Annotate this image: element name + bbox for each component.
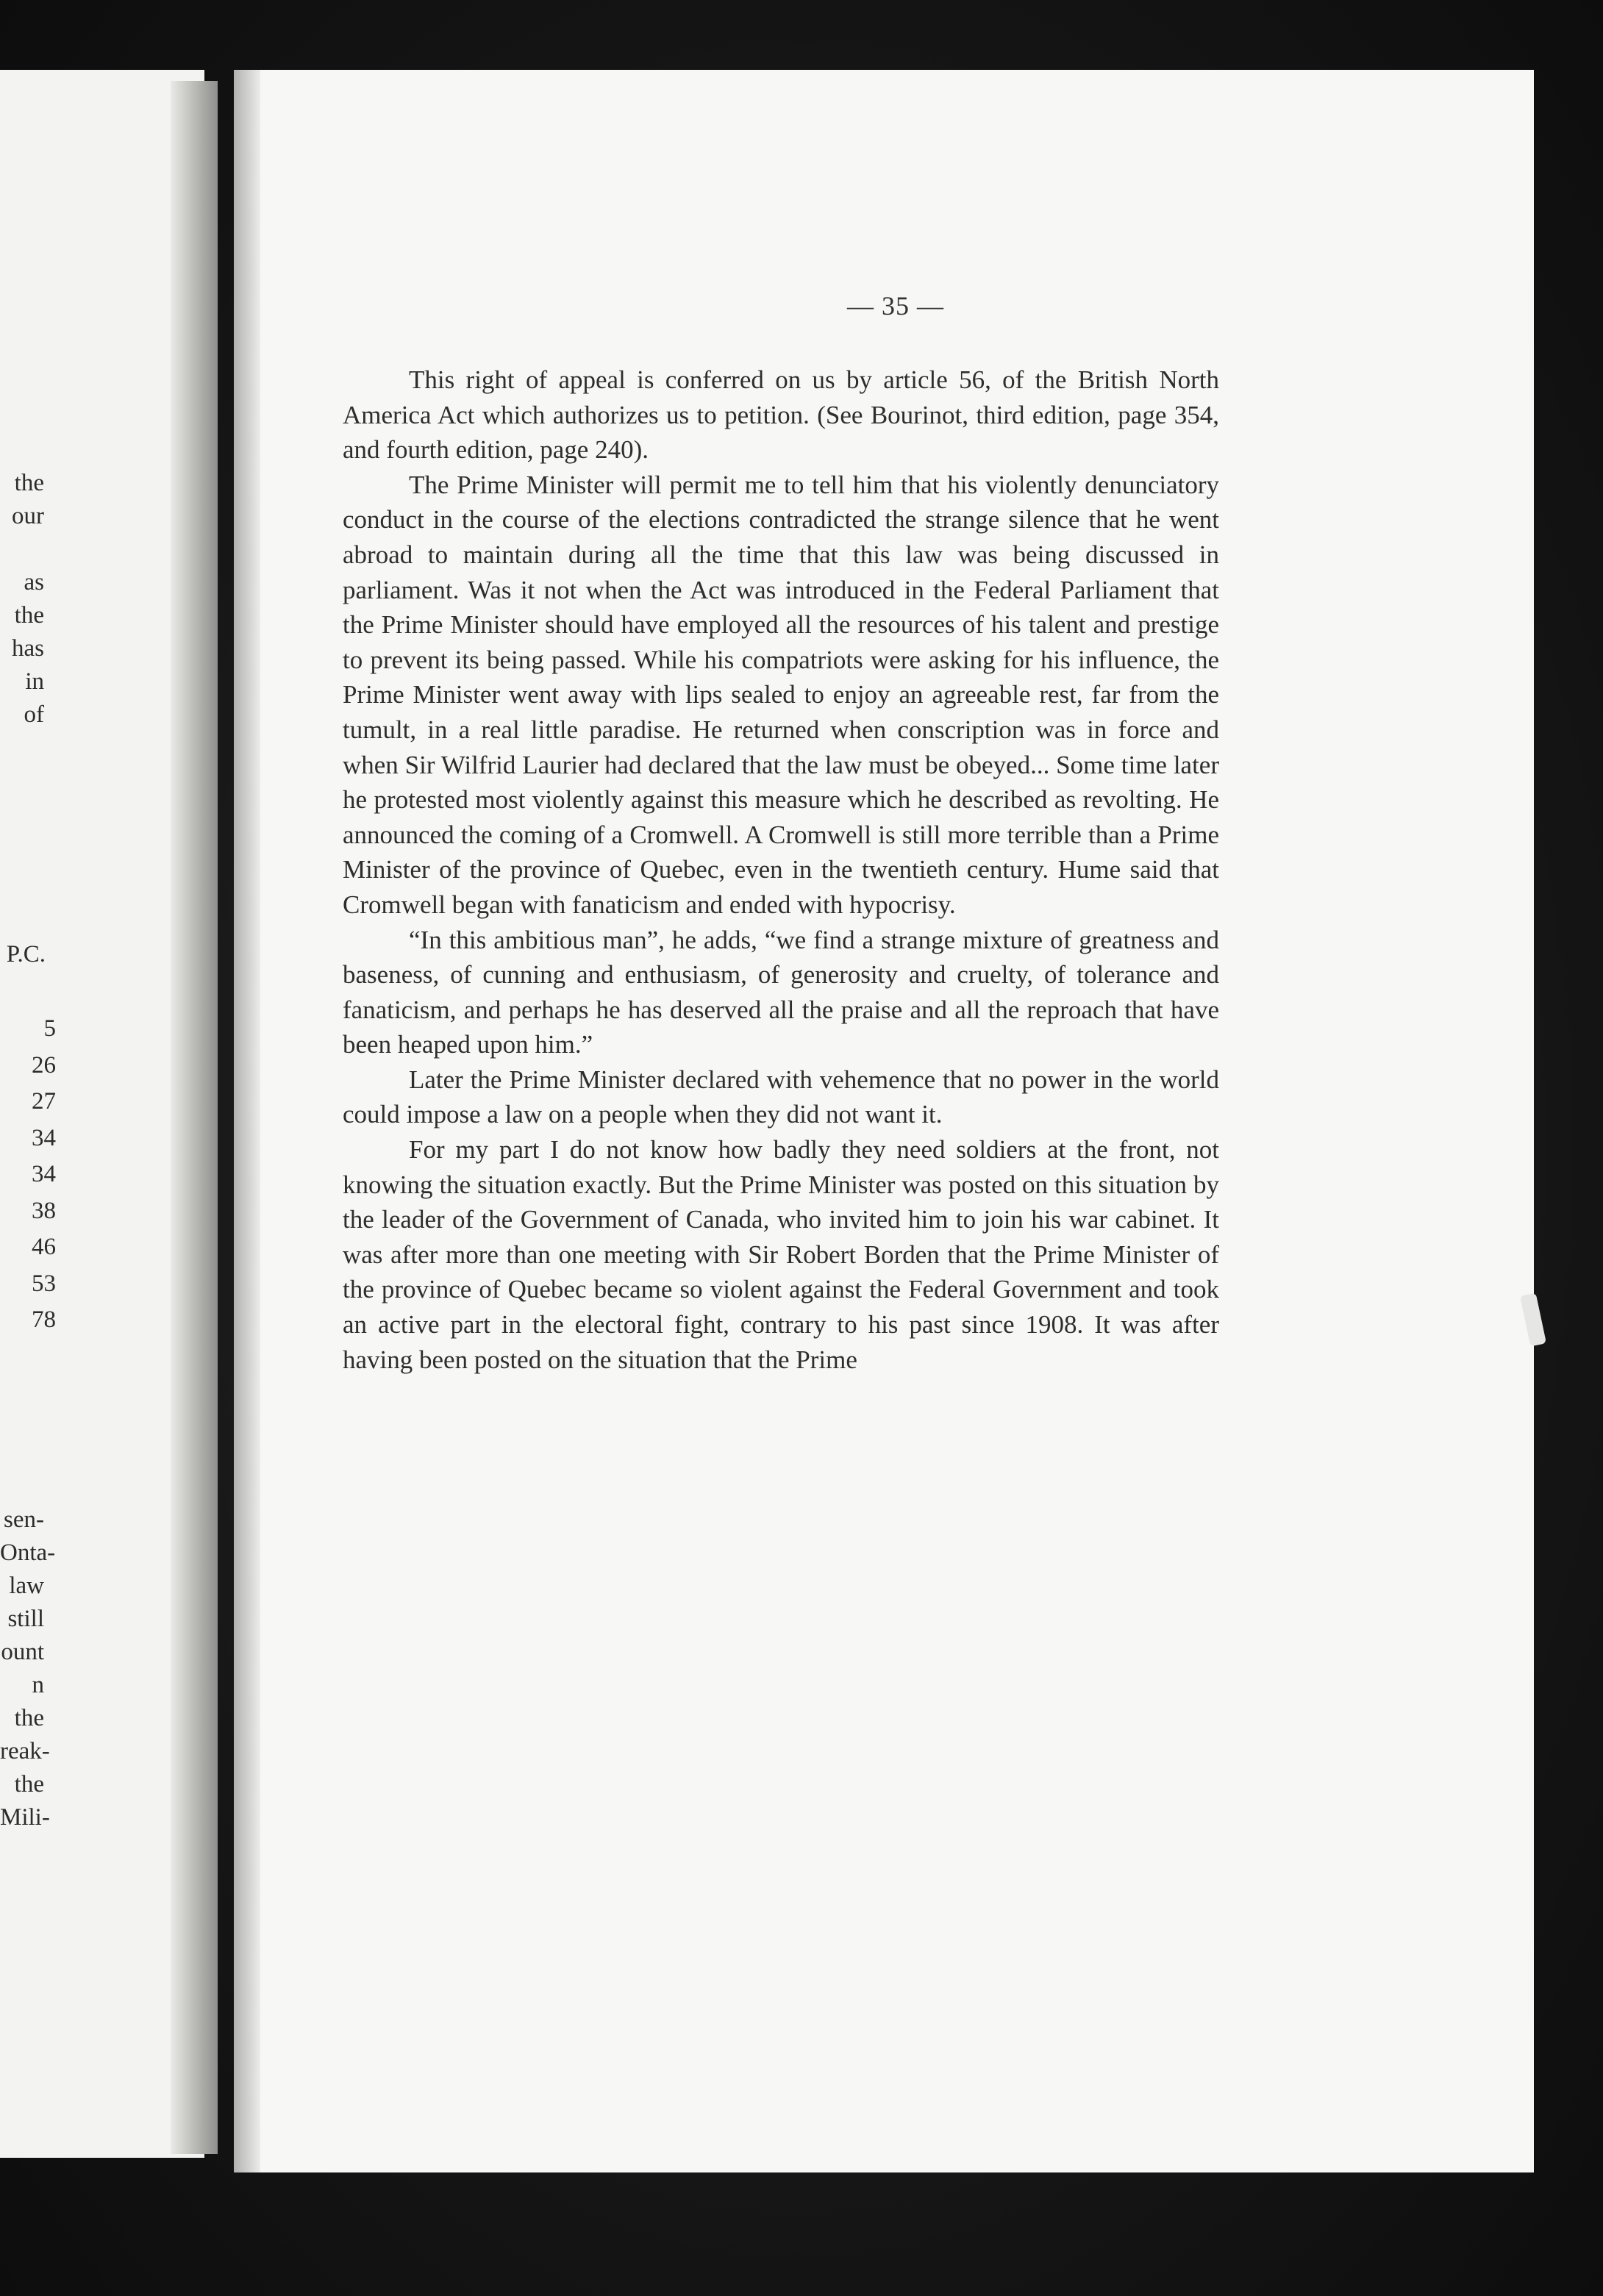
left-page-line-fragments-top [0, 467, 44, 732]
left-line: the [14, 602, 44, 629]
left-number: 38 [32, 1197, 56, 1224]
left-line: of [24, 701, 44, 728]
left-page-line-fragments-bottom [0, 1503, 56, 1834]
left-line: in [25, 668, 44, 695]
paragraph: This right of appeal is conferred on us by article 56, of the British North America Act which authorizes us to petition. (See Bourinot, third edition, page 354, and fourth edition, page 240). [343, 365, 1219, 465]
left-number: 53 [32, 1270, 56, 1297]
book-spine-shadow [171, 81, 218, 2154]
left-line: ount [1, 1639, 44, 1665]
body-text [343, 362, 1219, 1377]
left-line: Mili- [0, 1804, 50, 1831]
left-line: has [12, 635, 44, 662]
paragraph: “In this ambitious man”, he adds, “we find a strange mixture of greatness and baseness, of cunning and enthusiasm, of generosity and cruelty, of tolerance and fanaticism, and perhaps he has deserved all the praise and all the reproach that have been heaped upon him.” [343, 925, 1219, 1059]
left-line: the [14, 470, 44, 496]
left-number: 27 [32, 1088, 56, 1115]
left-number: 78 [32, 1306, 56, 1333]
left-number: 26 [32, 1051, 56, 1079]
left-number: 5 [43, 1015, 56, 1042]
left-page-page-numbers [0, 1011, 56, 1339]
paragraph: For my part I do not know how badly they need soldiers at the front, not knowing the situation exactly. But the Prime Minister was posted on this situation by the leader of the Government of Canada, who invited him to join his war cabinet. It was after more than one meeting with Sir Robert Borden that the Prime Minister of the province of Quebec became so violent against the Federal Government and took an active part in the electoral fight, contrary to his past since 1908. It was after having been posted on the situation that the Prime [343, 1135, 1219, 1374]
document-page [234, 70, 1534, 2172]
left-line: as [24, 569, 44, 596]
left-line: the [14, 1771, 44, 1798]
left-number: 34 [32, 1124, 56, 1151]
page-number: — 35 — [847, 291, 944, 321]
paragraph: Later the Prime Minister declared with vehemence that no power in the world could impose a law on a people when they did not want it. [343, 1065, 1219, 1129]
left-line: law [9, 1573, 44, 1599]
left-line: reak- [0, 1738, 50, 1764]
left-line [0, 533, 44, 566]
left-line: our [12, 503, 44, 529]
left-line: n the [14, 1672, 44, 1731]
left-number: 46 [32, 1234, 56, 1260]
left-line: still [7, 1606, 44, 1632]
left-line: sen- [4, 1506, 44, 1533]
page-gutter [234, 70, 260, 2172]
paragraph: The Prime Minister will permit me to tell him that his violently denunciatory conduct in the course of the elections contradicted the strange silence that he went abroad to maintain during all the time that this law was being discussed in parliament. Was it not when the Act was introduced in the Federal Parliament that the Prime Minister should have employed all the resources of his talent and prestige to prevent its being passed. While his compatriots were asking for his influence, the Prime Minister went away with lips sealed to enjoy an agreeable rest, far from the tumult, in a real little paradise. He returned when conscription was in force and when Sir Wilfrid Laurier had declared that the law must be obeyed... Some time later he protested most violently against this measure which he described as revolting. He announced the coming of a Cromwell. A Cromwell is still more terrible than a Prime Minister of the province of Quebec, even in the twentieth century. Hume said that Cromwell began with fanaticism and ended with hypocrisy. [343, 470, 1219, 919]
left-line: Onta- [0, 1539, 56, 1566]
left-page-column-heading: P.C. [6, 941, 46, 968]
left-number: 34 [32, 1161, 56, 1187]
